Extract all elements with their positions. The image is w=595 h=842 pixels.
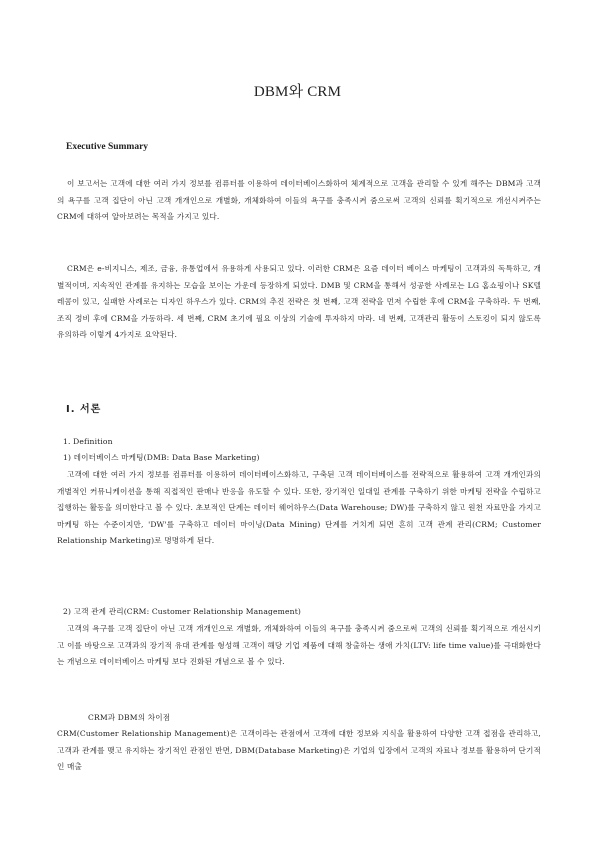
dbm-subheading: 1) 데이터베이스 마케팅(DMB: Data Base Marketing)	[63, 453, 260, 462]
document-title: DBM와 CRM	[253, 84, 342, 100]
dbm-paragraph: 고객에 대한 여러 가지 정보를 컴퓨터를 이용하여 데이터베이스화하고, 구축된 고객 데이터베이스를 전략적으로 활용하여 고객 개개인과의 개별적인 커뮤니케이션을 통해 직접적인 판매나 반응을 유도할 수 있다. 또한, 장기적인 일대일 관계를 구축하기 위한 마케팅 전략을 수립하고 집행하는 활동을 의미한다고 볼 수 있다. 초보적인 단계는 데이터 웨어하우스(Data Warehouse; DW)를 구축하지 않고 원천 자료만을 가지고 마케팅 하는 수준이지만, 'DW'를 구축하고 데이터 마이닝(Data Mining) 단계를 거치게 되면 흔히 고객 관계 관리(CRM; Customer Relationship Marketing)로 명명하게 된다.	[57, 470, 541, 545]
summary-paragraph-1: 이 보고서는 고객에 대한 여러 가지 정보를 컴퓨터를 이용하여 데이터베이스화하여 체계적으로 고객을 관리할 수 있게 해주는 DBM과 고객의 욕구를 고객 집단이 아닌 고객 개개인으로 개별화, 개체화하여 이들의 욕구를 충족시켜 줌으로써 고객의 신뢰를 획기적으로 개선시켜주는 CRM에 대하여 알아보려는 목적을 가지고 있다.	[57, 179, 541, 221]
difference-subheading: CRM과 DBM의 차이점	[88, 713, 171, 722]
section-1-heading: Ⅰ. 서론	[66, 404, 102, 415]
crm-subheading: 2) 고객 관계 관리(CRM: Customer Relationship Management)	[63, 607, 302, 616]
difference-paragraph: CRM(Customer Relationship Management)은 고객이라는 관점에서 고객에 대한 정보와 지식을 활용하여 다양한 고객 접점을 관리하고, 고객과 관계를 맺고 유지하는 장기적인 관점인 반면, DBM(Database Marketing)은 기업의 입장에서 고객의 자료나 정보를 활용하여 단기적인 매출	[57, 729, 541, 771]
executive-summary-heading: Executive Summary	[66, 142, 149, 152]
definition-subheading: 1. Definition	[63, 437, 113, 446]
summary-paragraph-2: CRM은 e-비지니스, 제조, 금융, 유통업에서 유용하게 사용되고 있다. 이러한 CRM은 요즘 데이터 베이스 마케팅이 고객과의 독특하고, 개별적이며, 지속적인 관계를 유지하는 모습을 보이는 가운데 등장하게 되었다. DMB 및 CRM을 통해서 성공한 사례로는 LG 홈쇼핑이나 SK텔레콤이 있고, 실패한 사례로는 디자인 하우스가 있다. CRM의 추진 전략은 첫 번째, 고객 전략을 먼저 수립한 후에 CRM을 구축하라. 두 번째, 조직 정비 후에 CRM을 가동하라. 세 번째, CRM 초기에 필요 이상의 기술에 투자하지 마라. 네 번째, 고객관리 활동이 스토킹이 되지 않도록 유의하라 이렇게 4가지로 요약된다.	[57, 264, 541, 339]
crm-paragraph: 고객의 욕구를 고객 집단이 아닌 고객 개개인으로 개별화, 개체화하여 이들의 욕구를 충족시켜 줌으로써 고객의 신뢰를 획기적으로 개선시키고 이를 바탕으로 고객과의 장기적 유대 관계를 형성해 고객이 해당 기업 제품에 대해 창출하는 생애 가치(LTV: life time value)를 극대화한다는 개념으로 데이터베이스 마케팅 보다 진화된 개념으로 볼 수 있다.	[57, 624, 541, 666]
